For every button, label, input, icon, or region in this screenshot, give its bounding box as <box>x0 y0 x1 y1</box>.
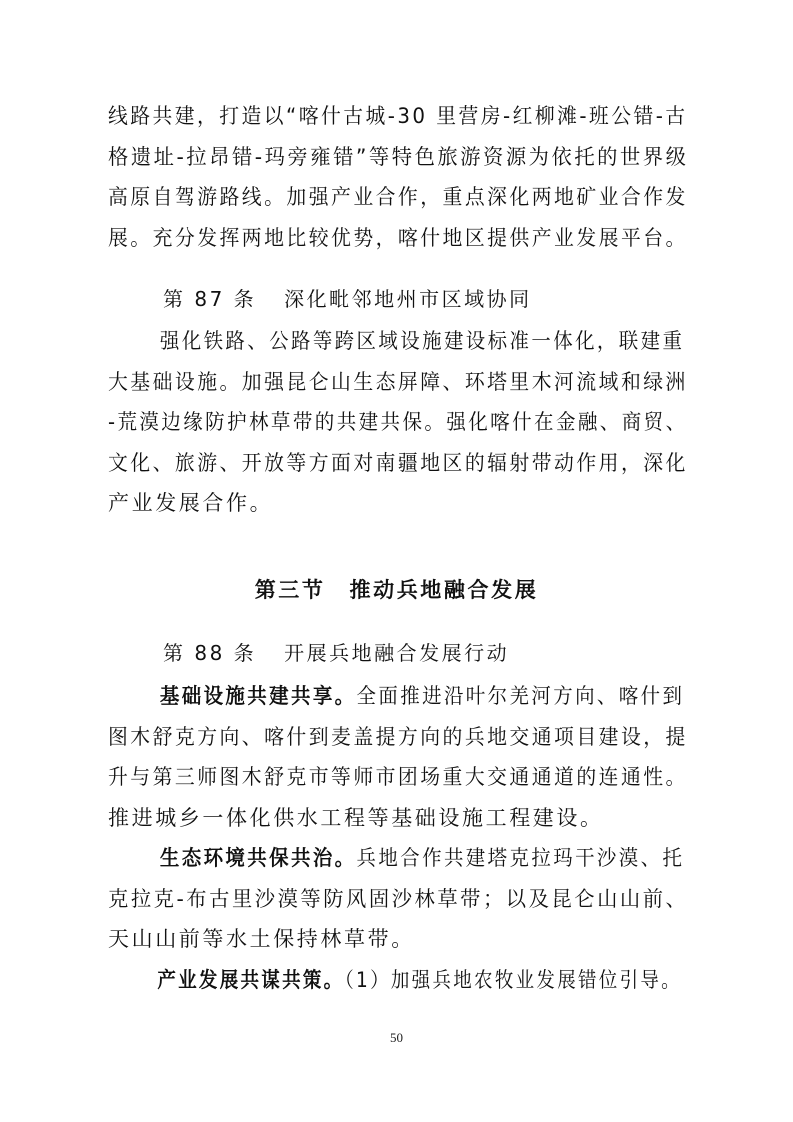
text-line: 产业发展合作。 <box>108 491 274 515</box>
text-line: 高原自驾游路线。加强产业合作，重点深化两地矿业合作发 <box>108 185 688 209</box>
text-line: 天山山前等水土保持林草带。 <box>108 927 415 951</box>
text-line: 图木舒克方向、喀什到麦盖提方向的兵地交通项目建设，提 <box>108 724 688 749</box>
text-line: 展。充分发挥两地比较优势，喀什地区提供产业发展平台。 <box>108 225 688 250</box>
text-line <box>108 960 682 1001</box>
paragraph-lead: 产业发展共谋共策。 <box>157 968 345 992</box>
text-line <box>108 838 685 879</box>
paragraph-ecology <box>108 838 688 960</box>
article-number: 第 88 条 <box>163 641 257 665</box>
text-run: 兵地合作共建塔克拉玛干沙漠、托 <box>356 846 685 870</box>
text-line: 升与第三师图木舒克市等师市团场重大交通通道的连通性。 <box>108 765 688 789</box>
section-number: 第三节 <box>254 578 326 602</box>
article-88-heading <box>163 637 509 666</box>
section-heading <box>0 574 793 604</box>
paragraph-article-87 <box>108 321 688 524</box>
article-87-heading <box>163 283 532 312</box>
paragraph-lead: 基础设施共建共享。 <box>159 684 357 708</box>
text-line <box>108 676 685 717</box>
section-title: 推动兵地融合发展 <box>349 578 539 602</box>
article-title: 深化毗邻地州市区域协同 <box>284 287 532 311</box>
text-line: 文化、旅游、开放等方面对南疆地区的辐射带动作用，深化 <box>108 450 688 475</box>
article-title: 开展兵地融合发展行动 <box>284 641 510 665</box>
page-number: 50 <box>390 1030 403 1045</box>
paragraph-tourism-route <box>108 96 688 258</box>
text-run: （1）加强兵地农牧业发展错位引导。 <box>344 968 682 992</box>
paragraph-lead: 生态环境共保共治。 <box>159 846 357 870</box>
text-line: 线路共建，打造以“喀什古城-30 里营房-红柳滩-班公错-古 <box>108 104 688 128</box>
text-line: -荒漠边缘防护林草带的共建共保。强化喀什在金融、商贸、 <box>108 410 688 434</box>
text-run: 全面推进沿叶尔羌河方向、喀什到 <box>356 684 685 708</box>
text-line: 强化铁路、公路等跨区域设施建设标准一体化，联建重 <box>159 329 685 353</box>
article-number: 第 87 条 <box>163 287 257 311</box>
paragraph-industry <box>108 960 688 1001</box>
paragraph-infrastructure <box>108 676 688 838</box>
text-line: 克拉克-布古里沙漠等防风固沙林草带；以及昆仑山山前、 <box>108 886 689 911</box>
text-line: 大基础设施。加强昆仑山生态屏障、环塔里木河流域和绿洲 <box>108 369 688 394</box>
text-line: 格遗址-拉昂错-玛旁雍错”等特色旅游资源为依托的世界级 <box>108 144 689 169</box>
text-line: 推进城乡一体化供水工程等基础设施工程建设。 <box>108 805 604 830</box>
